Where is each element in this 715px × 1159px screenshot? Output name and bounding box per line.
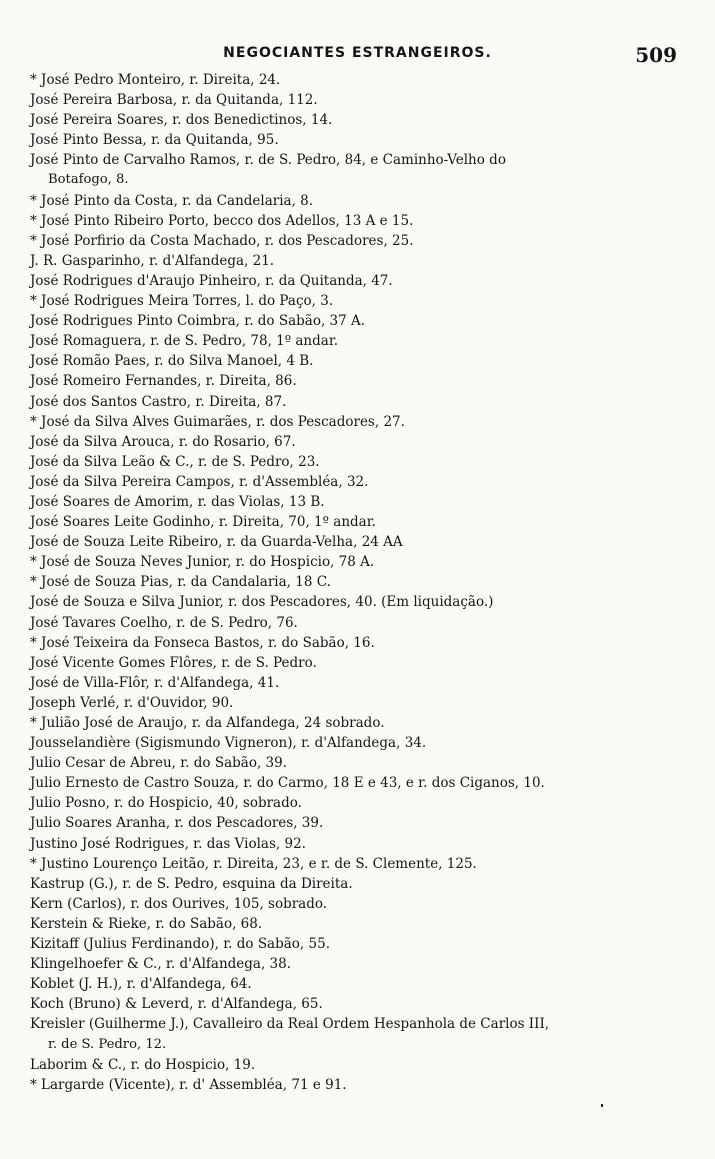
list-item: Kern (Carlos), r. dos Ourives, 105, sobrado.	[30, 895, 328, 912]
list-item: Julio Posno, r. do Hospicio, 40, sobrado.	[30, 795, 302, 812]
list-item: José Soares Leite Godinho, r. Direita, 70, 1º andar.	[30, 514, 376, 531]
list-item: Kastrup (G.), r. de S. Pedro, esquina da Direita.	[30, 875, 353, 892]
list-item: José Romaguera, r. de S. Pedro, 78, 1º andar.	[30, 333, 339, 350]
list-item: José de Souza Leite Ribeiro, r. da Guarda-Velha, 24 AA	[30, 534, 403, 551]
list-item: Klingelhoefer & C., r. d'Alfandega, 38.	[30, 956, 292, 973]
list-item: José Romeiro Fernandes, r. Direita, 86.	[30, 373, 297, 390]
list-item: Laborim & C., r. do Hospicio, 19.	[30, 1056, 256, 1073]
list-item: * Julião José de Araujo, r. da Alfandega, 24 sobrado.	[30, 715, 385, 731]
list-item: José de Souza e Silva Junior, r. dos Pescadores, 40. (Em liquidação.)	[30, 594, 494, 611]
list-item: * José de Souza Pias, r. da Candalaria, 18 C.	[30, 574, 331, 591]
list-item: * Justino Lourenço Leitão, r. Direita, 23, e r. de S. Clemente, 125.	[30, 855, 477, 872]
list-item: * José Pedro Monteiro, r. Direita, 24.	[30, 72, 281, 88]
list-item: José Vicente Gomes Flôres, r. de S. Pedro.	[30, 654, 317, 671]
list-item: José dos Santos Castro, r. Direita, 87.	[30, 393, 287, 410]
list-item: Joseph Verlé, r. d'Ouvidor, 90.	[30, 694, 234, 711]
list-item: José Soares de Amorim, r. das Violas, 13 B.	[30, 493, 325, 510]
merchant-list	[30, 70, 680, 1095]
list-item: José Tavares Coelho, r. de S. Pedro, 76.	[30, 614, 298, 631]
list-item: Koch (Bruno) & Leverd, r. d'Alfandega, 65.	[30, 996, 323, 1013]
list-item: Julio Ernesto de Castro Souza, r. do Carmo, 18 E e 43, e r. dos Ciganos, 10.	[30, 775, 545, 792]
list-item: José de Villa-Flôr, r. d'Alfandega, 41.	[30, 674, 280, 691]
list-item: José da Silva Arouca, r. do Rosario, 67.	[30, 433, 296, 450]
page-number: 509	[635, 43, 677, 67]
list-item: José Pinto de Carvalho Ramos, r. de S. Pedro, 84, e Caminho-Velho do	[30, 152, 506, 169]
list-item: José Pereira Barbosa, r. da Quitanda, 112.	[30, 92, 318, 109]
list-item: J. R. Gasparinho, r. d'Alfandega, 21.	[30, 252, 275, 269]
list-item: Kerstein & Rieke, r. do Sabão, 68.	[30, 915, 263, 932]
list-item: Kizitaff (Julius Ferdinando), r. do Sabão, 55.	[30, 936, 330, 953]
list-item: Koblet (J. H.), r. d'Alfandega, 64.	[30, 976, 252, 993]
list-item-continuation: Botafogo, 8.	[48, 172, 129, 188]
list-item: * José de Souza Neves Junior, r. do Hospicio, 78 A.	[30, 554, 375, 571]
list-item: José Pereira Soares, r. dos Benedictinos, 14.	[30, 112, 333, 129]
list-item: Julio Cesar de Abreu, r. do Sabão, 39.	[30, 755, 288, 772]
list-item: * José Pinto Ribeiro Porto, becco dos Adellos, 13 A e 15.	[30, 212, 414, 229]
list-item: * Largarde (Vicente), r. d' Assembléa, 71 e 91.	[30, 1076, 347, 1093]
list-item: * José da Silva Alves Guimarães, r. dos Pescadores, 27.	[30, 413, 405, 430]
ink-speck	[601, 1104, 603, 1107]
list-item: José Rodrigues d'Araujo Pinheiro, r. da Quitanda, 47.	[30, 272, 393, 289]
list-item: * José Porfirio da Costa Machado, r. dos Pescadores, 25.	[30, 232, 414, 249]
list-item: Kreisler (Guilherme J.), Cavalleiro da Real Ordem Hespanhola de Carlos III,	[30, 1016, 550, 1033]
list-item: * José Rodrigues Meira Torres, l. do Paço, 3.	[30, 293, 334, 310]
list-item: * José Teixeira da Fonseca Bastos, r. do Sabão, 16.	[30, 634, 375, 651]
list-item: José Rodrigues Pinto Coimbra, r. do Sabão, 37 A.	[30, 313, 366, 330]
list-item: * José Pinto da Costa, r. da Candelaria, 8.	[30, 192, 314, 209]
list-item: Julio Soares Aranha, r. dos Pescadores, 39.	[30, 815, 324, 832]
list-item: José da Silva Leão & C., r. de S. Pedro, 23.	[30, 453, 320, 470]
list-item: José da Silva Pereira Campos, r. d'Assembléa, 32.	[30, 473, 369, 490]
running-title: NEGOCIANTES ESTRANGEIROS.	[223, 45, 492, 61]
list-item: José Romão Paes, r. do Silva Manoel, 4 B.	[30, 353, 314, 370]
list-item: José Pinto Bessa, r. da Quitanda, 95.	[30, 132, 279, 149]
list-item-continuation: r. de S. Pedro, 12.	[48, 1036, 167, 1052]
list-item: Justino José Rodrigues, r. das Violas, 92.	[30, 835, 306, 852]
list-item: Jousselandière (Sigismundo Vigneron), r. d'Alfandega, 34.	[30, 735, 427, 752]
